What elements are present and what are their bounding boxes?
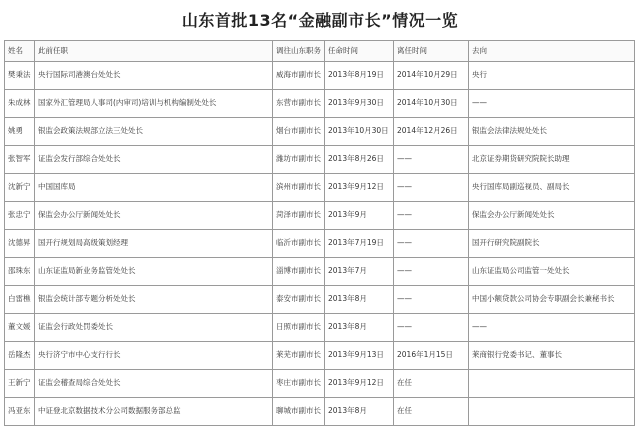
cell-previous-post: 证监会行政处罚委处长: [35, 314, 273, 342]
cell-appointed: 2013年8月: [325, 286, 394, 314]
cell-left: ——: [394, 230, 469, 258]
officials-table: [4, 40, 635, 426]
cell-previous-post: 银监会政策法规部立法三处处长: [35, 118, 273, 146]
cell-shandong-post: 淄博市副市长: [273, 258, 325, 286]
cell-appointed: 2013年9月13日: [325, 342, 394, 370]
cell-left: 在任: [394, 398, 469, 426]
table-row: [5, 118, 635, 146]
table-row: [5, 314, 635, 342]
cell-shandong-post: 临沂市副市长: [273, 230, 325, 258]
cell-previous-post: 保监会办公厅新闻处处长: [35, 202, 273, 230]
cell-destination: 央行国库局副巡视员、副局长: [469, 174, 635, 202]
cell-appointed: 2013年8月: [325, 398, 394, 426]
header-appointed: 任命时间: [325, 41, 394, 62]
table-row: [5, 90, 635, 118]
cell-destination: 山东证监局公司监管一处处长: [469, 258, 635, 286]
cell-name: 董文媛: [5, 314, 35, 342]
cell-destination: 中国小额贷款公司协会专职副会长兼秘书长: [469, 286, 635, 314]
cell-shandong-post: 潍坊市副市长: [273, 146, 325, 174]
cell-left: ——: [394, 314, 469, 342]
cell-name: 张忠宁: [5, 202, 35, 230]
cell-name: 邵珠东: [5, 258, 35, 286]
cell-destination: 北京证券期货研究院院长助理: [469, 146, 635, 174]
cell-left: 在任: [394, 370, 469, 398]
cell-shandong-post: 日照市副市长: [273, 314, 325, 342]
cell-previous-post: 中国国库局: [35, 174, 273, 202]
cell-destination: 莱商银行党委书记、董事长: [469, 342, 635, 370]
cell-appointed: 2013年8月19日: [325, 62, 394, 90]
cell-previous-post: 证监会发行部综合处处长: [35, 146, 273, 174]
cell-previous-post: 国家外汇管理局人事司(内审司)培训与机构编制处处长: [35, 90, 273, 118]
cell-left: ——: [394, 202, 469, 230]
cell-appointed: 2013年9月30日: [325, 90, 394, 118]
cell-name: 白雷樵: [5, 286, 35, 314]
cell-shandong-post: 菏泽市副市长: [273, 202, 325, 230]
cell-previous-post: 山东证监局新业务监管处处长: [35, 258, 273, 286]
cell-name: 张智军: [5, 146, 35, 174]
table-row: [5, 202, 635, 230]
cell-shandong-post: 泰安市副市长: [273, 286, 325, 314]
table-row: [5, 174, 635, 202]
cell-name: 樊秉法: [5, 62, 35, 90]
header-name: 姓名: [5, 41, 35, 62]
cell-shandong-post: 聊城市副市长: [273, 398, 325, 426]
header-destination: 去向: [469, 41, 635, 62]
cell-left: ——: [394, 286, 469, 314]
cell-destination: [469, 370, 635, 398]
table-row: [5, 230, 635, 258]
table-row: [5, 286, 635, 314]
page-title: 山东首批13名“金融副市长”情况一览: [181, 11, 459, 30]
cell-left: ——: [394, 258, 469, 286]
cell-name: 冯亚东: [5, 398, 35, 426]
cell-left: 2014年12月26日: [394, 118, 469, 146]
table-body: [5, 62, 635, 426]
cell-destination: 保监会办公厅新闻处处长: [469, 202, 635, 230]
cell-previous-post: 银监会统计部专题分析处处长: [35, 286, 273, 314]
cell-previous-post: 国开行规划局高级策划经理: [35, 230, 273, 258]
cell-appointed: 2013年10月30日: [325, 118, 394, 146]
table-header-row: [5, 41, 635, 62]
cell-shandong-post: 烟台市副市长: [273, 118, 325, 146]
cell-appointed: 2013年7月: [325, 258, 394, 286]
cell-appointed: 2013年7月19日: [325, 230, 394, 258]
table-row: [5, 146, 635, 174]
cell-appointed: 2013年9月12日: [325, 174, 394, 202]
cell-appointed: 2013年8月26日: [325, 146, 394, 174]
table-row: [5, 398, 635, 426]
header-shandong-post: 调往山东职务: [273, 41, 325, 62]
cell-shandong-post: 莱芜市副市长: [273, 342, 325, 370]
cell-shandong-post: 东营市副市长: [273, 90, 325, 118]
cell-destination: ——: [469, 314, 635, 342]
cell-destination: 国开行研究院副院长: [469, 230, 635, 258]
cell-shandong-post: 威海市副市长: [273, 62, 325, 90]
cell-previous-post: 央行国际司港澳台处处长: [35, 62, 273, 90]
cell-left: ——: [394, 174, 469, 202]
cell-shandong-post: 滨州市副市长: [273, 174, 325, 202]
cell-appointed: 2013年9月12日: [325, 370, 394, 398]
cell-destination: [469, 398, 635, 426]
header-previous-post: 此前任职: [35, 41, 273, 62]
cell-destination: ——: [469, 90, 635, 118]
table-row: [5, 62, 635, 90]
cell-previous-post: 中证登北京数据技术分公司数据服务部总监: [35, 398, 273, 426]
header-left: 离任时间: [394, 41, 469, 62]
cell-shandong-post: 枣庄市副市长: [273, 370, 325, 398]
cell-appointed: 2013年8月: [325, 314, 394, 342]
cell-name: 岳隆杰: [5, 342, 35, 370]
cell-name: 沈德昇: [5, 230, 35, 258]
cell-left: ——: [394, 146, 469, 174]
cell-name: 沈新宁: [5, 174, 35, 202]
cell-destination: 银监会法律法规处处长: [469, 118, 635, 146]
table-row: [5, 342, 635, 370]
cell-previous-post: 央行济宁市中心支行行长: [35, 342, 273, 370]
cell-left: 2014年10月29日: [394, 62, 469, 90]
table-row: [5, 258, 635, 286]
table-row: [5, 370, 635, 398]
cell-destination: 央行: [469, 62, 635, 90]
cell-appointed: 2013年9月: [325, 202, 394, 230]
cell-left: 2014年10月30日: [394, 90, 469, 118]
cell-name: 朱成林: [5, 90, 35, 118]
cell-name: 王新宁: [5, 370, 35, 398]
cell-left: 2016年1月15日: [394, 342, 469, 370]
cell-name: 姚勇: [5, 118, 35, 146]
cell-previous-post: 证监会稽查局综合处处长: [35, 370, 273, 398]
